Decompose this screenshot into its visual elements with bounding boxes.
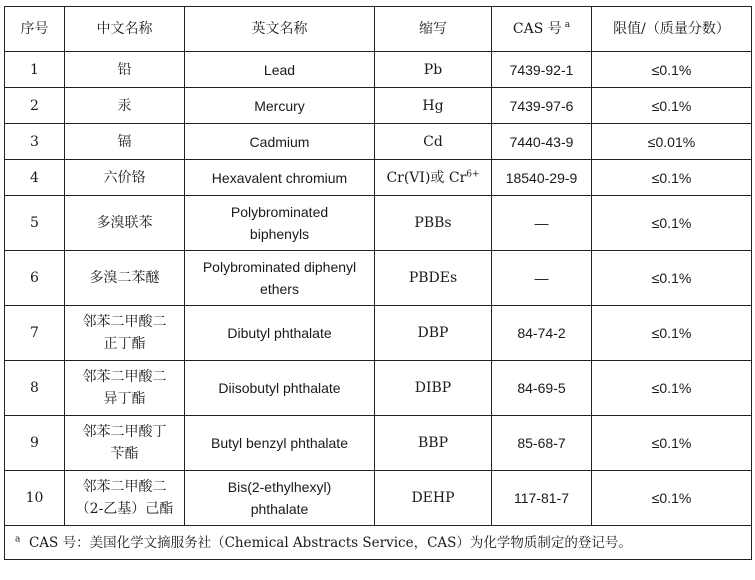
cell-en-name — [185, 196, 375, 251]
abbr-superscript: 6+ — [466, 168, 480, 179]
table-row — [5, 306, 752, 361]
header-en-name: 英文名称 — [185, 7, 375, 52]
en-name-line: Mercury — [254, 97, 305, 114]
en-name-line: biphenyls — [249, 226, 310, 242]
footnote — [5, 526, 752, 560]
cn-name-line: 铅 — [117, 61, 132, 78]
en-name-line: Polybrominated — [230, 204, 329, 220]
cell-abbr — [375, 416, 492, 471]
header-cas-label: CAS 号 — [512, 21, 562, 37]
cell-cn-name — [65, 160, 185, 196]
header-limit: 限值/（质量分数） — [592, 7, 752, 52]
en-name-line: Dibutyl phthalate — [227, 325, 332, 341]
cell-cas: 117-81-7 — [492, 471, 592, 526]
cell-en-name — [185, 361, 375, 416]
abbr-text: DEHP — [411, 490, 455, 506]
cell-cas: 84-74-2 — [492, 306, 592, 361]
cell-limit: ≤0.1% — [592, 471, 752, 526]
cell-cas: 18540-29-9 — [492, 160, 592, 196]
cell-limit: ≤0.1% — [592, 88, 752, 124]
cell-index: 2 — [5, 88, 65, 124]
table-row — [5, 88, 752, 124]
table-row — [5, 471, 752, 526]
cell-cn-name — [65, 88, 185, 124]
en-name-line: Diisobutyl phthalate — [218, 380, 341, 396]
cell-index: 5 — [5, 196, 65, 251]
cn-name-line: 异丁酯 — [103, 391, 146, 407]
cell-cn-name — [65, 124, 185, 160]
cell-abbr — [375, 361, 492, 416]
cell-en-name — [185, 52, 375, 88]
table-body — [5, 52, 752, 526]
footnote-marker: a — [15, 534, 21, 544]
footnote-row — [5, 526, 752, 560]
cell-index: 10 — [5, 471, 65, 526]
table-row — [5, 361, 752, 416]
en-name-line: Butyl benzyl phthalate — [211, 435, 348, 451]
en-name-line: Bis(2-ethylhexyl) — [227, 479, 332, 495]
cell-en-name — [185, 306, 375, 361]
cn-name-line: 邻苯二甲酸二 — [82, 369, 167, 385]
header-abbr: 缩写 — [375, 7, 492, 52]
cell-en-name — [185, 471, 375, 526]
en-name-line: phthalate — [250, 501, 309, 517]
cell-cn-name — [65, 361, 185, 416]
cell-index: 1 — [5, 52, 65, 88]
table-row — [5, 416, 752, 471]
cell-cn-name — [65, 306, 185, 361]
table-row — [5, 251, 752, 306]
abbr-text: Cr(VI)或 Cr — [386, 169, 467, 186]
abbr-text: BBP — [418, 435, 448, 451]
table-row — [5, 196, 752, 251]
cn-name-line: 邻苯二甲酸丁 — [82, 424, 167, 440]
cell-abbr — [375, 306, 492, 361]
cell-limit: ≤0.1% — [592, 251, 752, 306]
cell-abbr — [375, 160, 492, 196]
cn-name-line: （2-乙基）己酯 — [75, 501, 174, 517]
cell-cas: 85-68-7 — [492, 416, 592, 471]
en-name-line: Polybrominated diphenyl — [202, 259, 357, 275]
cell-abbr — [375, 251, 492, 306]
cn-name-line: 镉 — [117, 133, 132, 150]
header-cas — [492, 7, 592, 52]
cell-limit: ≤0.1% — [592, 361, 752, 416]
cell-index: 7 — [5, 306, 65, 361]
footnote-text: CAS 号：美国化学文摘服务社（Chemical Abstracts Service，CAS）为化学物质制定的登记号。 — [28, 534, 632, 551]
abbr-text: DBP — [417, 325, 449, 341]
cell-cn-name — [65, 471, 185, 526]
abbr-text: Hg — [422, 97, 444, 114]
cell-cas: 84-69-5 — [492, 361, 592, 416]
cell-abbr — [375, 196, 492, 251]
cell-cn-name — [65, 416, 185, 471]
header-cn-name: 中文名称 — [65, 7, 185, 52]
cell-cn-name — [65, 196, 185, 251]
cn-name-line: 汞 — [117, 97, 132, 114]
cell-cas: — — [492, 251, 592, 306]
en-name-line: ethers — [260, 281, 299, 297]
cell-index: 4 — [5, 160, 65, 196]
cn-name-line: 苄酯 — [110, 446, 139, 462]
en-name-line: Hexavalent chromium — [211, 169, 348, 186]
cell-index: 3 — [5, 124, 65, 160]
cell-abbr — [375, 471, 492, 526]
cn-name-line: 多溴联苯 — [96, 215, 153, 231]
header-cas-footnote-marker: a — [564, 20, 571, 31]
abbr-text: Cd — [423, 133, 443, 150]
restricted-substances-table — [4, 6, 752, 560]
cn-name-line: 邻苯二甲酸二 — [82, 314, 167, 330]
table-row — [5, 124, 752, 160]
cn-name-line: 六价铬 — [103, 169, 146, 186]
abbr-text: PBDEs — [408, 270, 458, 286]
cell-limit: ≤0.01% — [592, 124, 752, 160]
en-name-line: Cadmium — [249, 133, 310, 150]
header-index: 序号 — [5, 7, 65, 52]
cell-cas: — — [492, 196, 592, 251]
cell-en-name — [185, 88, 375, 124]
cell-en-name — [185, 160, 375, 196]
rohs-table-container — [4, 6, 751, 560]
cn-name-line: 多溴二苯醚 — [89, 270, 160, 286]
cell-limit: ≤0.1% — [592, 160, 752, 196]
en-name-line: Lead — [263, 61, 296, 78]
abbr-text: Pb — [423, 61, 443, 78]
table-row — [5, 52, 752, 88]
cell-cas: 7439-97-6 — [492, 88, 592, 124]
cell-en-name — [185, 124, 375, 160]
cell-cn-name — [65, 251, 185, 306]
table-header-row — [5, 7, 752, 52]
cell-abbr — [375, 88, 492, 124]
cell-cn-name — [65, 52, 185, 88]
cell-limit: ≤0.1% — [592, 52, 752, 88]
cell-index: 6 — [5, 251, 65, 306]
abbr-text: PBBs — [414, 215, 452, 231]
cn-name-line: 正丁酯 — [103, 336, 146, 352]
cell-limit: ≤0.1% — [592, 306, 752, 361]
cell-en-name — [185, 251, 375, 306]
cell-cas: 7440-43-9 — [492, 124, 592, 160]
cell-limit: ≤0.1% — [592, 416, 752, 471]
cell-index: 9 — [5, 416, 65, 471]
table-row — [5, 160, 752, 196]
abbr-text: DIBP — [414, 380, 452, 396]
cn-name-line: 邻苯二甲酸二 — [82, 479, 167, 495]
cell-cas: 7439-92-1 — [492, 52, 592, 88]
cell-abbr — [375, 124, 492, 160]
cell-limit: ≤0.1% — [592, 196, 752, 251]
cell-abbr — [375, 52, 492, 88]
cell-index: 8 — [5, 361, 65, 416]
cell-en-name — [185, 416, 375, 471]
